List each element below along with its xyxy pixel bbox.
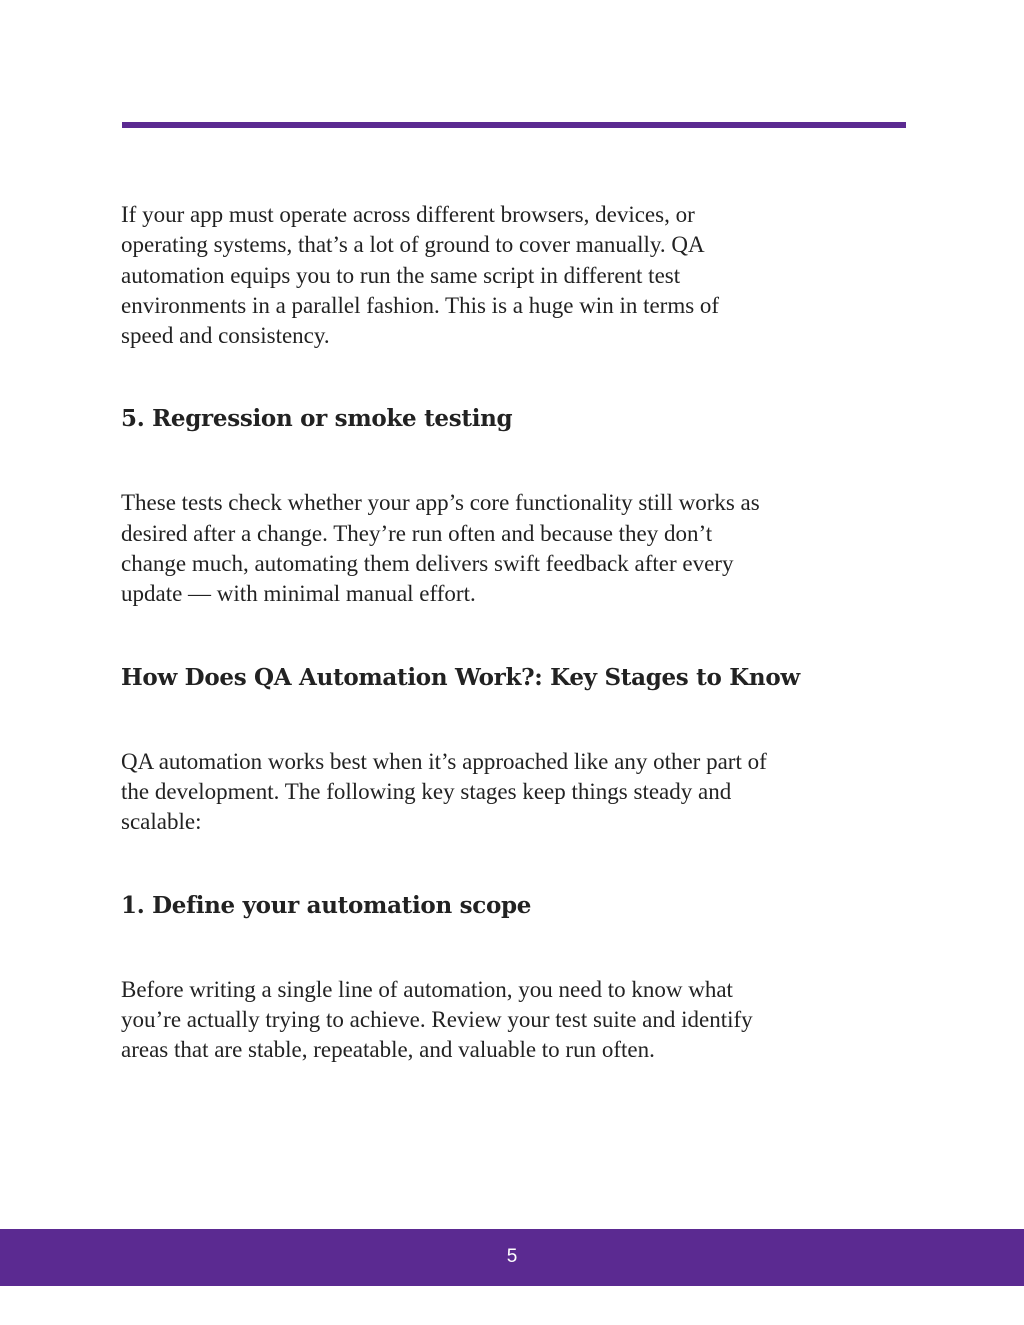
text-line: operating systems, that’s a lot of ground to cover manually. QA	[121, 232, 705, 258]
page-number: 5	[506, 1246, 518, 1267]
paragraph-regression	[121, 488, 911, 609]
text-line: These tests check whether your app’s core functionality still works as	[121, 490, 760, 516]
paragraph-define-scope	[121, 975, 911, 1066]
text-line: QA automation works best when it’s approached like any other part of	[121, 748, 767, 774]
text-line: you’re actually trying to achieve. Review your test suite and identify	[121, 1006, 753, 1032]
text-line: update — with minimal manual effort.	[121, 581, 476, 607]
heading-how-qa-automation-works: How Does QA Automation Work?: Key Stages to Know	[121, 663, 800, 691]
text-line: areas that are stable, repeatable, and valuable to run often.	[121, 1037, 655, 1063]
text-line: speed and consistency.	[121, 323, 330, 349]
page-body	[121, 200, 911, 1065]
text-line: If your app must operate across different browsers, devices, or	[121, 202, 695, 227]
text-line: the development. The following key stages keep things steady and	[121, 778, 732, 804]
header-accent-rule	[122, 122, 906, 128]
paragraph-cross-browser	[121, 200, 911, 351]
text-line: desired after a change. They’re run often and because they don’t	[121, 520, 713, 546]
text-line: scalable:	[121, 809, 202, 835]
heading-regression-testing: 5. Regression or smoke testing	[121, 405, 513, 433]
paragraph-key-stages-intro	[121, 747, 911, 838]
footer-bar	[0, 1229, 1024, 1286]
text-line: change much, automating them delivers swift feedback after every	[121, 551, 734, 577]
text-line: Before writing a single line of automation, you need to know what	[121, 976, 733, 1002]
text-line: automation equips you to run the same script in different test	[121, 262, 681, 288]
heading-define-scope: 1. Define your automation scope	[121, 891, 532, 919]
text-line: environments in a parallel fashion. This is a huge win in terms of	[121, 292, 720, 318]
